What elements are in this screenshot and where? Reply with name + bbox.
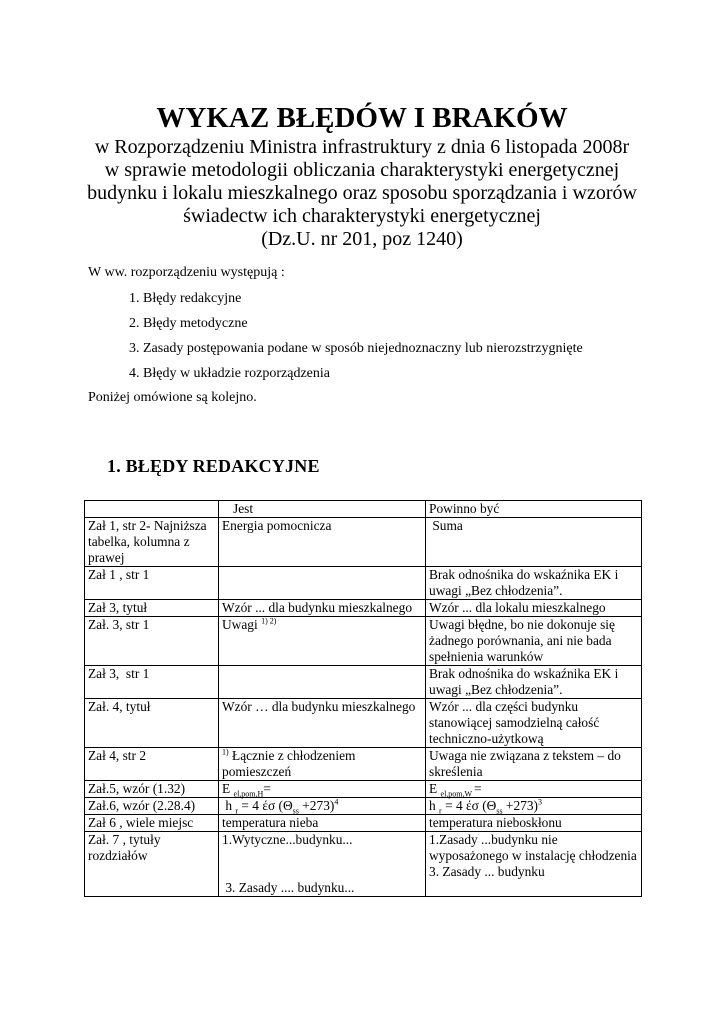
cell-should-be: Uwagi błędne, bo nie dokonuje się żadnego porównania, ani nie bada spełnienia warunków (426, 617, 642, 666)
cell-location: Zał. 4, tytuł (85, 699, 219, 748)
cell-should-be: Brak odnośnika do wskaźnika EK i uwagi „Bez chłodzenia”. (426, 567, 642, 600)
list-item: 1. Błędy redakcyjne (129, 291, 242, 306)
cell-should-be (426, 832, 642, 897)
document-title: WYKAZ BŁĘDÓW I BRAKÓW (156, 102, 568, 134)
list-item: 2. Błędy metodyczne (129, 316, 248, 331)
table-row (85, 567, 642, 600)
formula-text: E (429, 781, 441, 796)
cell-should-be: Wzór ... dla części budynku stanowiącej samodzielną całość techniczno-użytkową (426, 699, 642, 748)
table-header-row (85, 501, 642, 518)
cell-line: 1.Wytyczne...budynku... (222, 832, 353, 847)
table-row (85, 832, 642, 897)
cell-is (219, 781, 426, 798)
column-header-should-be: Powinno być (426, 501, 642, 518)
cell-should-be: temperatura nieboskłonu (426, 815, 642, 832)
formula-superscript: 4 (334, 797, 339, 807)
cell-line: 1.Zasady ...budynku nie wyposażonego w instalację chłodzenia (429, 832, 637, 863)
formula-subscript: ss (496, 806, 503, 816)
cell-location: Zał 1 , str 1 (85, 567, 219, 600)
cell-location: Zał.6, wzór (2.28.4) (85, 798, 219, 815)
cell-is (219, 748, 426, 781)
table-row (85, 748, 642, 781)
column-header-is: Jest (219, 501, 426, 518)
table-row (85, 600, 642, 617)
cell-location: Zał. 7 , tytuły rozdziałów (85, 832, 219, 897)
cell-is: Energia pomocnicza (219, 518, 426, 567)
formula-text: +273) (502, 798, 539, 813)
table-row (85, 617, 642, 666)
errata-table (84, 500, 642, 897)
cell-is (219, 617, 426, 666)
cell-should-be (426, 798, 642, 815)
cell-location: Zał 3, tytuł (85, 600, 219, 617)
cell-location: Zał 3, str 1 (85, 666, 219, 699)
intro-text: W ww. rozporządzeniu występują : (88, 265, 285, 280)
subtitle-line: (Dz.U. nr 201, poz 1240) (261, 228, 463, 250)
formula-text: = 4 έσ (Θ (238, 798, 293, 813)
cell-is (219, 567, 426, 600)
formula-text: = (263, 781, 271, 796)
cell-line: 3. Zasady .... budynku... (222, 880, 355, 895)
error-category-list (129, 291, 583, 391)
list-item: 4. Błędy w układzie rozporządzenia (129, 366, 330, 381)
cell-should-be: Brak odnośnika do wskaźnika EK i uwagi „Bez chłodzenia”. (426, 666, 642, 699)
footnote-marker: 1) (222, 747, 229, 757)
formula-subscript: r (439, 806, 442, 816)
subtitle-line: świadectw ich charakterystyki energetycznej (183, 205, 541, 227)
formula-text: E (222, 781, 234, 796)
formula-text: +273) (298, 798, 335, 813)
formula-text: h (429, 798, 440, 813)
cell-should-be: Suma (426, 518, 642, 567)
cell-location: Zał 4, str 2 (85, 748, 219, 781)
subtitle-line: w sprawie metodologii obliczania charakterystyki energetycznej (104, 159, 620, 181)
cell-location: Zał 6 , wiele miejsc (85, 815, 219, 832)
cell-is (219, 666, 426, 699)
cell-is (219, 832, 426, 897)
formula-subscript: el,pom,W (440, 789, 474, 799)
formula-text: = (473, 781, 482, 796)
cell-should-be: Uwaga nie związana z tekstem – do skreślenia (426, 748, 642, 781)
column-header-location (85, 501, 219, 518)
cell-location: Zał.5, wzór (1.32) (85, 781, 219, 798)
cell-is (219, 798, 426, 815)
table-row (85, 518, 642, 567)
table-row (85, 666, 642, 699)
cell-is: Wzór ... dla budynku mieszkalnego (219, 600, 426, 617)
cell-is: Wzór … dla budynku mieszkalnego (219, 699, 426, 748)
cell-should-be: Wzór ... dla lokalu mieszkalnego (426, 600, 642, 617)
cell-location: Zał. 3, str 1 (85, 617, 219, 666)
table-row (85, 798, 642, 815)
subtitle-line: budynku i lokalu mieszkalnego oraz sposobu sporządzania i wzorów (87, 182, 637, 204)
table-row (85, 781, 642, 798)
cell-is: temperatura nieba (219, 815, 426, 832)
document-subtitle (60, 136, 664, 251)
section-heading: 1. BŁĘDY REDAKCYJNE (107, 456, 320, 476)
cell-location: Zał 1, str 2- Najniższa tabelka, kolumna z prawej (85, 518, 219, 567)
table-row (85, 699, 642, 748)
cell-text: Uwagi (222, 617, 258, 632)
cell-text: Łącznie z chłodzeniem pomieszczeń (222, 748, 356, 779)
cell-line: 3. Zasady ... budynku (429, 864, 545, 879)
footnote-marker: 1) 2) (261, 616, 277, 626)
table-row (85, 815, 642, 832)
formula-subscript: r (235, 806, 239, 816)
outro-text: Poniżej omówione są kolejno. (88, 390, 257, 405)
subtitle-line: w Rozporządzeniu Ministra infrastruktury z dnia 6 listopada 2008r (94, 136, 630, 158)
list-item: 3. Zasady postępowania podane w sposób niejednoznaczny lub nierozstrzygnięte (129, 341, 583, 356)
formula-subscript: ss (292, 806, 299, 816)
cell-should-be (426, 781, 642, 798)
formula-text: h (222, 798, 236, 813)
formula-subscript: el,pom,H (233, 789, 264, 799)
formula-superscript: 3 (538, 797, 543, 807)
formula-text: = 4 έσ (Θ (441, 798, 497, 813)
